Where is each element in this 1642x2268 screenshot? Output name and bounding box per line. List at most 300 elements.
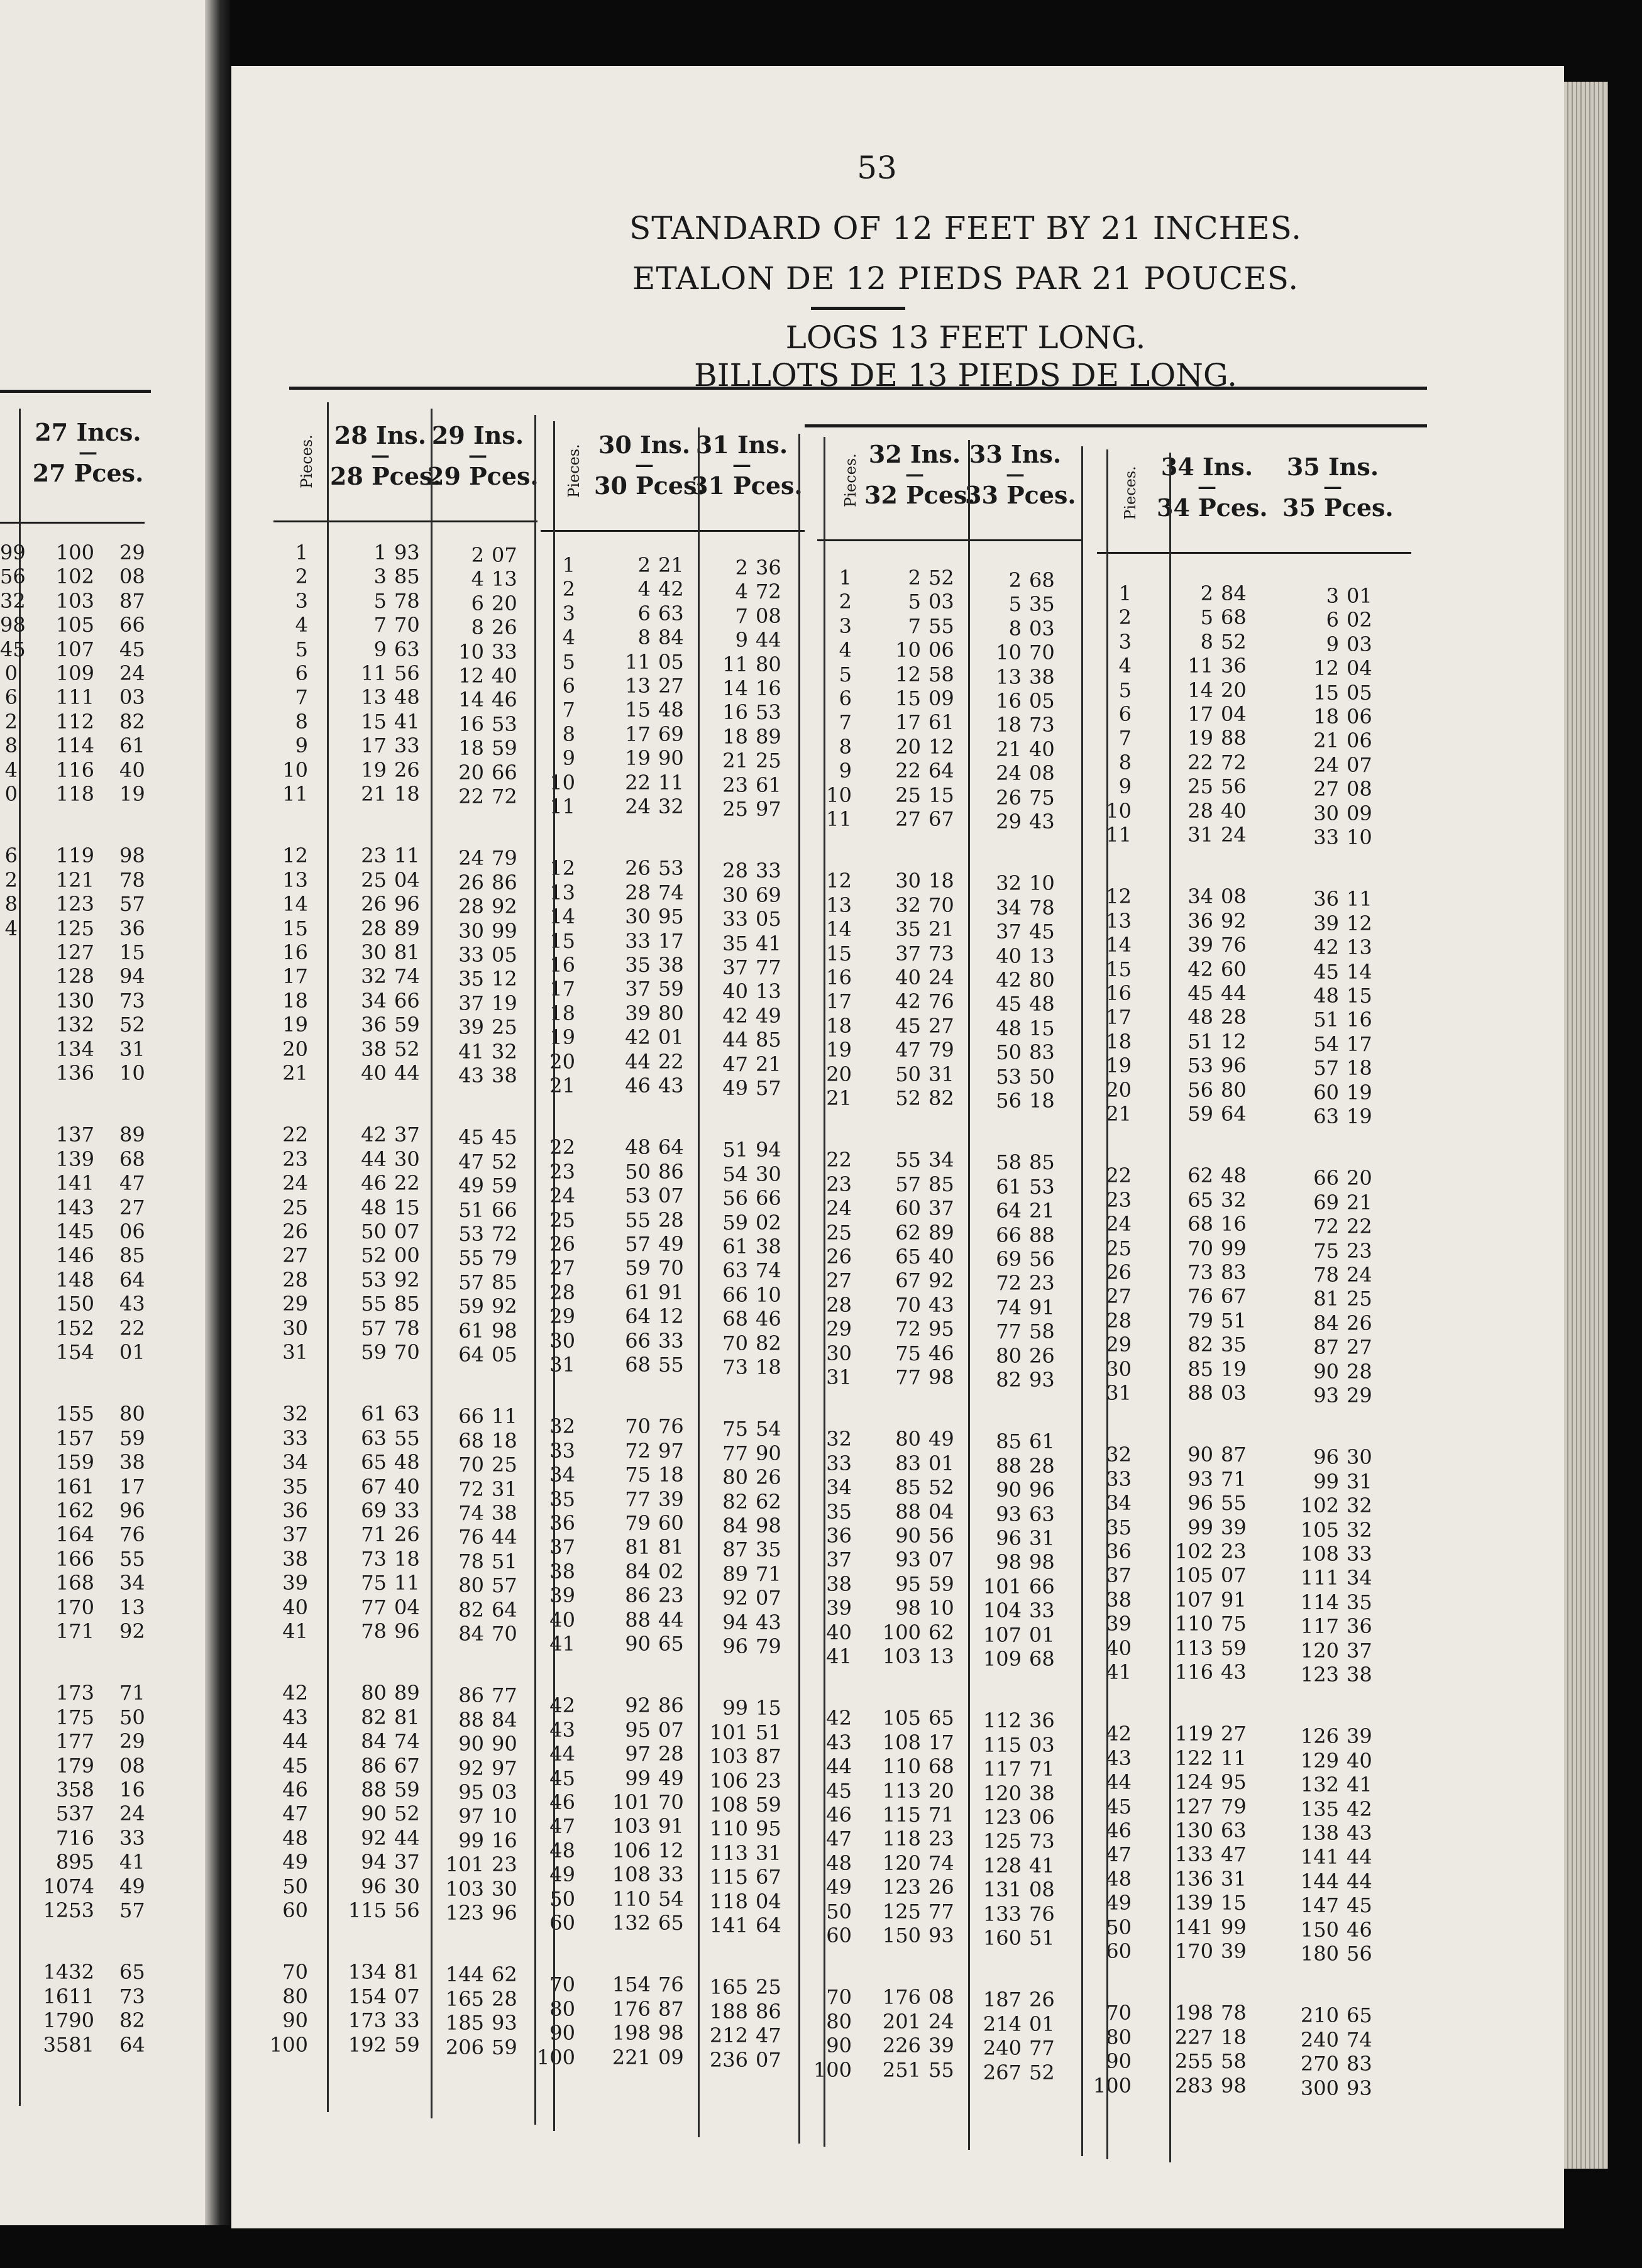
value-dec: 38: [658, 953, 684, 977]
value-dec: 18: [1221, 2025, 1247, 2049]
value-int: 90: [625, 1632, 651, 1656]
pieces-value: 8: [839, 734, 852, 759]
value-dec: 92: [1221, 908, 1247, 933]
pieces-value: 3: [839, 614, 852, 638]
value-dec: 49: [658, 1766, 684, 1790]
value-dec: 52: [394, 1802, 420, 1826]
value-int: 72: [458, 1477, 484, 1501]
value-dec: 06: [1029, 1805, 1055, 1829]
main-top-rule: [289, 387, 1427, 390]
value-dec: 27: [1221, 1722, 1247, 1746]
pieces-value: 45: [826, 1778, 852, 1803]
value-int: 147: [1300, 1893, 1339, 1918]
value-int: 100: [882, 1620, 921, 1644]
value-dec: 17: [1347, 1032, 1372, 1056]
value-int: 42: [625, 1025, 651, 1050]
value-int: 141: [1300, 1845, 1339, 1869]
pieces-value: 11: [826, 807, 852, 831]
value-int: 1: [373, 541, 387, 564]
value-int: 132: [612, 1911, 651, 1935]
edge-fragment: 32: [0, 588, 26, 613]
value-dec: 41: [1347, 1773, 1372, 1797]
left-dec: 22: [119, 1316, 145, 1340]
left-dec: 29: [119, 541, 145, 564]
value-dec: 24: [928, 2009, 954, 2034]
value-dec: 18: [756, 1355, 781, 1379]
value-dec: 74: [394, 964, 420, 989]
left-dec: 31: [119, 1037, 145, 1061]
value-dec: 59: [928, 1572, 954, 1596]
value-dec: 13: [756, 979, 781, 1004]
value-int: 9: [735, 628, 748, 652]
value-int: 90: [1187, 1443, 1213, 1467]
edge-fragment: 6: [4, 685, 18, 710]
value-int: 18: [1313, 705, 1339, 729]
value-dec: 07: [756, 2047, 781, 2072]
value-int: 111: [1300, 1566, 1339, 1590]
left-int: 139: [55, 1147, 94, 1171]
value-int: 17: [625, 722, 651, 746]
value-dec: 95: [756, 1817, 781, 1841]
value-dec: 18: [1347, 1056, 1372, 1081]
value-int: 82: [361, 1705, 387, 1729]
value-int: 65: [1187, 1187, 1213, 1212]
value-dec: 76: [928, 989, 954, 1014]
value-int: 160: [983, 1926, 1022, 1950]
value-dec: 02: [1347, 608, 1372, 632]
value-dec: 03: [1029, 616, 1055, 641]
header-dash: —: [1323, 476, 1342, 498]
left-int: 121: [55, 867, 94, 892]
value-int: 86: [458, 1683, 484, 1708]
pieces-value: 16: [826, 966, 852, 989]
pieces-value: 7: [839, 710, 852, 735]
pieces-value: 13: [282, 867, 308, 892]
pieces-value: 39: [826, 1596, 852, 1621]
value-int: 176: [612, 1996, 651, 2021]
value-dec: 61: [928, 710, 954, 735]
value-int: 48: [361, 1195, 387, 1219]
left-dec: 87: [119, 588, 145, 613]
value-int: 37: [625, 977, 651, 1001]
pieces-value: 10: [549, 770, 575, 795]
value-int: 95: [895, 1572, 921, 1596]
value-int: 88: [625, 1607, 651, 1632]
value-dec: 56: [1347, 1942, 1372, 1966]
value-dec: 56: [1221, 774, 1247, 799]
value-dec: 36: [1029, 1709, 1055, 1733]
value-dec: 26: [756, 1465, 781, 1490]
value-dec: 18: [492, 1428, 517, 1453]
value-dec: 31: [756, 1841, 781, 1865]
left-dec: 33: [119, 1825, 145, 1850]
value-dec: 21: [1347, 1190, 1372, 1214]
pieces-value: 100: [536, 2045, 575, 2069]
value-int: 10: [996, 641, 1022, 665]
left-int: 166: [55, 1546, 94, 1571]
value-dec: 01: [1347, 584, 1372, 608]
value-int: 30: [895, 869, 921, 893]
value-dec: 96: [394, 1619, 420, 1643]
value-dec: 25: [756, 749, 781, 773]
value-int: 46: [625, 1074, 651, 1098]
value-dec: 59: [492, 1174, 517, 1198]
value-int: 53: [361, 1267, 387, 1292]
value-dec: 19: [492, 991, 517, 1015]
value-int: 2: [1008, 568, 1022, 592]
pieces-value: 34: [826, 1475, 852, 1500]
value-dec: 37: [394, 1850, 420, 1874]
left-dec: 27: [119, 1195, 145, 1219]
value-int: 59: [1187, 1102, 1213, 1126]
value-dec: 38: [492, 1501, 517, 1525]
pieces-value: 19: [1106, 1054, 1132, 1078]
value-dec: 19: [1347, 1104, 1372, 1128]
value-int: 28: [458, 895, 484, 919]
column-header: [594, 431, 705, 500]
pieces-value: 38: [549, 1559, 575, 1583]
pieces-value: 42: [826, 1706, 852, 1731]
left-dec: 03: [119, 685, 145, 710]
value-dec: 23: [658, 1583, 684, 1608]
value-int: 56: [722, 1186, 748, 1211]
value-dec: 03: [1029, 1732, 1055, 1757]
value-int: 19: [361, 757, 387, 782]
pieces-value: 36: [549, 1511, 575, 1535]
pieces-value: 37: [1106, 1563, 1132, 1588]
pieces-value: 29: [549, 1304, 575, 1329]
left-dec: 40: [119, 757, 145, 782]
value-int: 130: [1174, 1819, 1213, 1842]
value-dec: 44: [658, 1607, 684, 1632]
value-dec: 28: [658, 1208, 684, 1232]
value-int: 66: [625, 1328, 651, 1353]
value-int: 13: [625, 674, 651, 698]
pieces-value: 12: [549, 856, 575, 881]
value-dec: 56: [1029, 1247, 1055, 1271]
left-dec: 45: [119, 637, 145, 661]
value-dec: 78: [394, 588, 420, 613]
value-int: 15: [895, 686, 921, 710]
value-int: 251: [882, 2057, 921, 2082]
value-dec: 42: [658, 577, 684, 602]
value-int: 28: [1187, 798, 1213, 823]
value-int: 103: [882, 1644, 921, 1668]
value-int: 99: [722, 1696, 748, 1720]
pieces-value: 20: [282, 1037, 308, 1061]
value-int: 112: [983, 1709, 1022, 1733]
pieces-value: 37: [282, 1522, 308, 1547]
value-dec: 89: [394, 1681, 420, 1705]
value-int: 7: [908, 614, 921, 638]
left-int: 179: [55, 1753, 94, 1778]
value-dec: 72: [492, 1222, 517, 1246]
header-rule: [1097, 552, 1411, 554]
value-int: 2: [908, 566, 921, 590]
value-int: 55: [895, 1148, 921, 1172]
pieces-value: 8: [1118, 750, 1132, 774]
pieces-value: 1: [295, 541, 308, 564]
value-int: 188: [709, 1999, 748, 2023]
pieces-value: 34: [1106, 1491, 1132, 1516]
value-dec: 59: [658, 977, 684, 1001]
value-int: 80: [361, 1681, 387, 1705]
value-dec: 41: [1029, 1853, 1055, 1878]
left-dec: 65: [119, 1960, 145, 1985]
left-int: 100: [55, 541, 94, 564]
value-dec: 95: [928, 1317, 954, 1341]
value-int: 54: [1313, 1032, 1339, 1056]
value-dec: 13: [928, 1644, 954, 1668]
pieces-value: 5: [562, 649, 575, 674]
pieces-value: 13: [549, 880, 575, 905]
value-int: 61: [722, 1235, 748, 1258]
value-int: 69: [996, 1247, 1022, 1271]
value-int: 127: [1174, 1794, 1213, 1819]
value-int: 78: [1313, 1263, 1339, 1287]
pieces-value: 25: [282, 1195, 308, 1219]
value-dec: 38: [1029, 1781, 1055, 1805]
left-int: 141: [55, 1171, 94, 1196]
value-int: 214: [983, 2012, 1022, 2036]
value-dec: 16: [492, 1828, 517, 1852]
left-dec: 50: [119, 1705, 145, 1729]
value-int: 69: [361, 1499, 387, 1522]
value-int: 240: [1300, 2027, 1339, 2052]
value-dec: 23: [492, 1852, 517, 1877]
value-int: 64: [625, 1304, 651, 1329]
value-dec: 28: [1347, 1359, 1372, 1384]
value-int: 48: [1187, 1005, 1213, 1030]
pieces-value: 14: [282, 892, 308, 917]
value-dec: 01: [1029, 1622, 1055, 1647]
pieces-value: 19: [282, 1013, 308, 1037]
value-int: 20: [458, 760, 484, 784]
value-int: 125: [882, 1899, 921, 1924]
left-int: 150: [55, 1292, 94, 1316]
value-dec: 97: [756, 797, 781, 821]
value-int: 15: [1313, 680, 1339, 705]
value-dec: 10: [1029, 871, 1055, 896]
left-dec: 49: [119, 1874, 145, 1898]
value-dec: 54: [756, 1417, 781, 1441]
value-dec: 32: [1221, 1187, 1247, 1212]
value-dec: 30: [394, 1874, 420, 1898]
pieces-value: 4: [1118, 654, 1132, 678]
value-dec: 93: [492, 2011, 517, 2035]
pieces-value: 9: [295, 734, 308, 758]
left-dec: 06: [119, 1219, 145, 1243]
value-int: 192: [348, 2032, 387, 2057]
pieces-value: 48: [826, 1851, 852, 1875]
pieces-value: 33: [1106, 1467, 1132, 1491]
value-int: 13: [361, 685, 387, 710]
value-int: 70: [895, 1292, 921, 1317]
value-dec: 35: [1221, 1333, 1247, 1357]
value-int: 55: [361, 1292, 387, 1316]
value-int: 154: [348, 1984, 387, 2008]
value-dec: 92: [492, 895, 517, 919]
value-int: 51: [458, 1197, 484, 1222]
value-dec: 12: [492, 967, 517, 991]
pieces-value: 2: [295, 564, 308, 589]
pieces-value: 21: [826, 1086, 852, 1110]
left-int: 111: [55, 685, 94, 710]
value-int: 56: [996, 1089, 1022, 1113]
left-dec: 89: [119, 1123, 145, 1147]
value-int: 57: [361, 1316, 387, 1340]
value-dec: 92: [492, 1294, 517, 1319]
value-int: 63: [361, 1426, 387, 1450]
value-dec: 73: [928, 941, 954, 966]
column-header-inches: 28 Ins.: [334, 421, 427, 449]
value-int: 16: [996, 689, 1022, 713]
value-int: 99: [625, 1766, 651, 1790]
value-dec: 07: [1221, 1563, 1247, 1588]
value-dec: 27: [658, 674, 684, 698]
left-int: 171: [55, 1619, 94, 1643]
value-int: 76: [1187, 1284, 1213, 1309]
left-int: 128: [55, 964, 94, 989]
value-int: 240: [983, 2036, 1022, 2061]
header-dash: —: [371, 444, 390, 466]
value-dec: 22: [1347, 1214, 1372, 1239]
value-int: 144: [445, 1962, 484, 1987]
value-int: 38: [361, 1037, 387, 1061]
pieces-value: 46: [826, 1803, 852, 1827]
pieces-value: 9: [562, 746, 575, 771]
value-int: 88: [1187, 1381, 1213, 1405]
value-dec: 68: [1221, 605, 1247, 630]
value-dec: 52: [928, 566, 954, 590]
value-int: 50: [361, 1219, 387, 1243]
value-dec: 17: [928, 1730, 954, 1754]
pieces-value: 4: [562, 625, 575, 650]
value-dec: 13: [1029, 944, 1055, 968]
value-dec: 23: [928, 1827, 954, 1851]
value-int: 30: [1313, 801, 1339, 825]
value-dec: 73: [1029, 713, 1055, 737]
value-dec: 75: [1029, 785, 1055, 810]
value-int: 87: [722, 1538, 748, 1562]
page-number: 53: [857, 150, 897, 186]
value-int: 42: [361, 1123, 387, 1147]
left-int: 148: [55, 1267, 94, 1292]
value-int: 17: [361, 734, 387, 758]
value-dec: 48: [394, 1450, 420, 1475]
value-int: 80: [722, 1465, 748, 1490]
value-int: 141: [1174, 1915, 1213, 1939]
pieces-value: 28: [282, 1267, 308, 1292]
value-int: 82: [1187, 1333, 1213, 1357]
value-int: 37: [458, 991, 484, 1015]
header-dash: —: [1198, 476, 1216, 498]
edge-fragment: 99: [0, 541, 26, 564]
value-int: 73: [361, 1546, 387, 1571]
value-dec: 02: [658, 1559, 684, 1583]
left-int: 168: [55, 1571, 94, 1595]
value-int: 4: [471, 567, 484, 592]
edge-fragment: 8: [4, 892, 18, 917]
left-int: 134: [55, 1037, 94, 1061]
left-int: 127: [55, 940, 94, 964]
value-dec: 24: [928, 966, 954, 989]
value-dec: 77: [928, 1899, 954, 1924]
pieces-value: 43: [549, 1717, 575, 1742]
value-dec: 39: [1347, 1724, 1372, 1749]
left-dec: 71: [119, 1681, 145, 1705]
value-int: 63: [722, 1258, 748, 1283]
value-int: 60: [1313, 1080, 1339, 1104]
value-dec: 33: [492, 639, 517, 664]
pieces-value: 26: [1106, 1260, 1132, 1284]
left-int: 175: [55, 1705, 94, 1729]
pieces-value: 45: [282, 1753, 308, 1778]
value-dec: 43: [756, 1610, 781, 1634]
value-dec: 40: [1029, 737, 1055, 761]
pieces-value: 40: [282, 1595, 308, 1619]
left-dec: 55: [119, 1546, 145, 1571]
value-dec: 31: [1029, 1526, 1055, 1550]
value-dec: 67: [1221, 1284, 1247, 1309]
pieces-value: 47: [1106, 1842, 1132, 1867]
value-dec: 70: [1029, 641, 1055, 665]
value-dec: 83: [1029, 1040, 1055, 1065]
value-dec: 15: [1347, 984, 1372, 1008]
value-dec: 67: [928, 807, 954, 831]
pieces-value: 39: [549, 1583, 575, 1608]
value-dec: 79: [756, 1634, 781, 1658]
pieces-value: 5: [1118, 678, 1132, 702]
value-dec: 98: [928, 1365, 954, 1389]
pieces-value: 38: [282, 1546, 308, 1571]
pieces-value: 17: [1106, 1005, 1132, 1030]
value-dec: 11: [394, 1571, 420, 1595]
value-dec: 95: [658, 905, 684, 929]
left-int: 155: [55, 1402, 94, 1426]
value-int: 94: [361, 1850, 387, 1874]
value-dec: 81: [394, 1705, 420, 1729]
value-dec: 33: [394, 734, 420, 758]
value-dec: 81: [394, 940, 420, 964]
pieces-value: 18: [826, 1013, 852, 1038]
value-dec: 80: [1221, 1077, 1247, 1102]
value-int: 66: [458, 1404, 484, 1429]
value-int: 4: [637, 577, 651, 602]
left-dec: 13: [119, 1595, 145, 1619]
pieces-value: 70: [282, 1960, 308, 1985]
value-int: 57: [1313, 1056, 1339, 1081]
pieces-value: 11: [1106, 823, 1132, 847]
value-int: 131: [983, 1878, 1022, 1902]
value-int: 115: [348, 1898, 387, 1922]
pieces-value: 60: [1106, 1939, 1132, 1963]
value-int: 105: [1300, 1517, 1339, 1542]
value-dec: 05: [756, 907, 781, 932]
value-int: 117: [983, 1757, 1022, 1781]
value-dec: 68: [1029, 568, 1055, 592]
value-int: 45: [895, 1013, 921, 1038]
value-dec: 26: [394, 757, 420, 782]
value-int: 40: [895, 966, 921, 989]
value-int: 42: [1187, 957, 1213, 981]
value-int: 62: [1187, 1164, 1213, 1188]
value-int: 101: [445, 1852, 484, 1877]
value-dec: 33: [1347, 1542, 1372, 1566]
value-dec: 08: [1347, 777, 1372, 801]
value-dec: 32: [1347, 1494, 1372, 1518]
title-french: ETALON DE 12 PIEDS PAR 21 POUCES.: [632, 260, 1299, 297]
